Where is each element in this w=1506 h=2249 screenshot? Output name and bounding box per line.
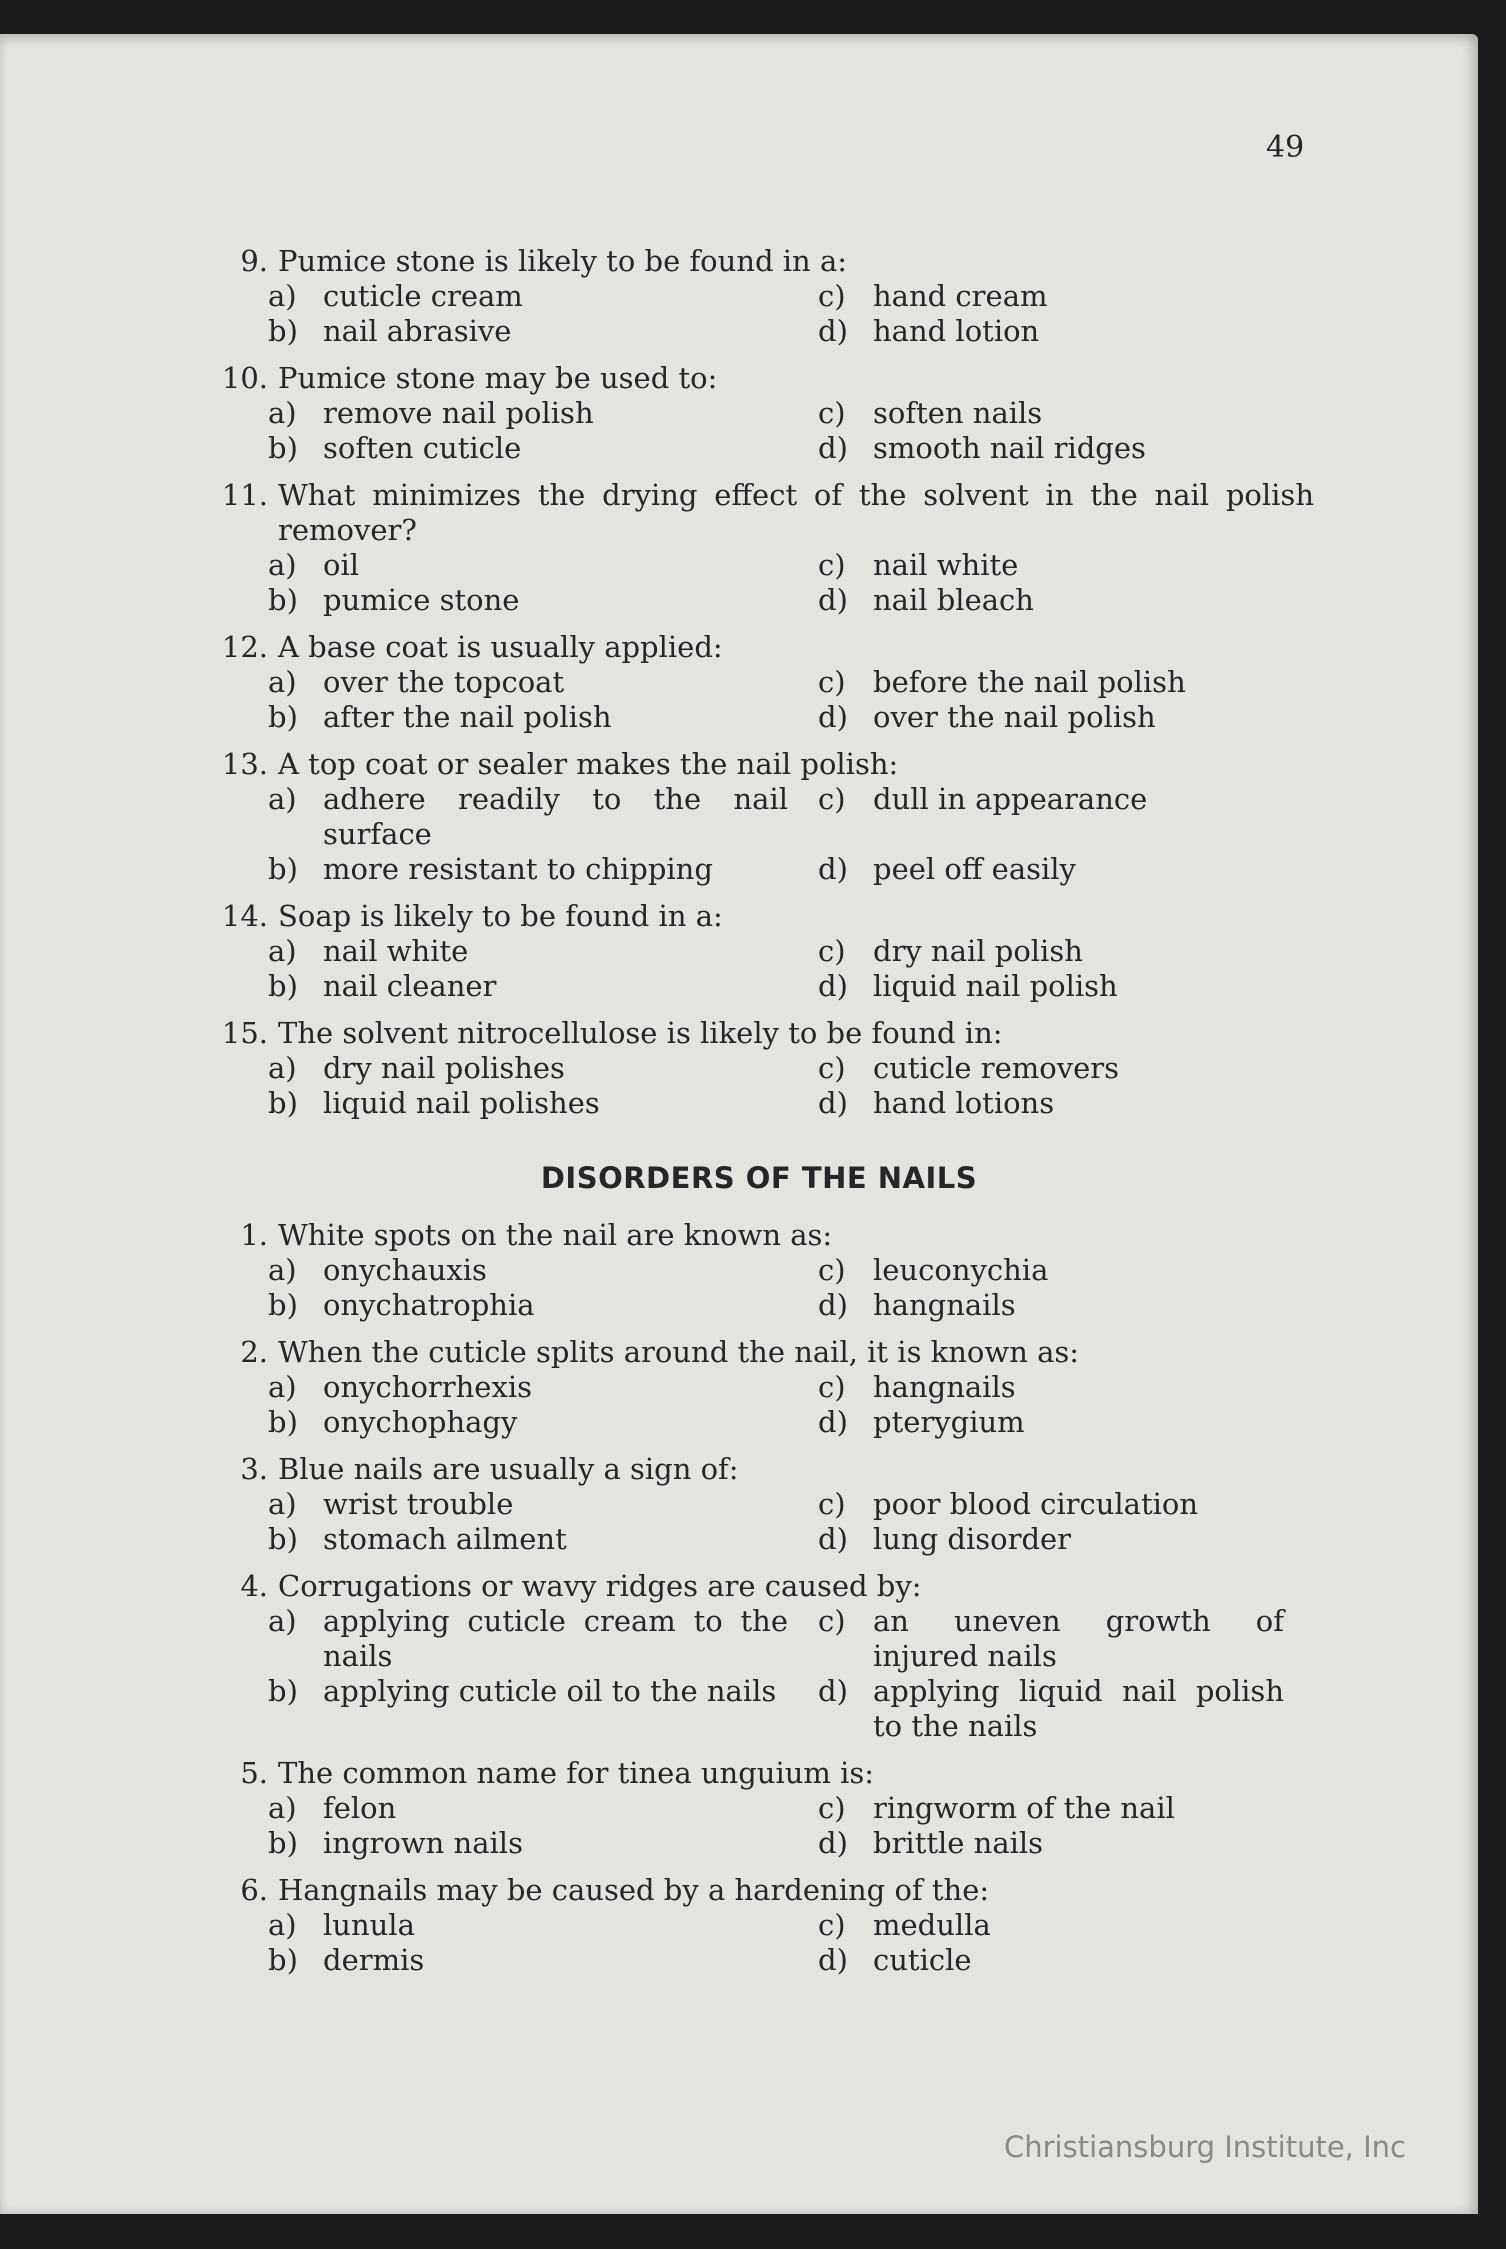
question-number: 4.	[240, 1569, 268, 1603]
option-letter: a)	[268, 279, 297, 313]
option-letter: c)	[818, 396, 846, 430]
option-text: smooth nail ridges	[873, 431, 1146, 465]
answer-option	[268, 431, 818, 466]
option-text: over the topcoat	[323, 665, 565, 699]
answer-option	[818, 1522, 1314, 1557]
option-text: hand lotion	[873, 314, 1040, 348]
question-text: White spots on the nail are known as:	[278, 1218, 833, 1252]
answer-option	[268, 1086, 818, 1121]
question-number: 3.	[240, 1452, 268, 1486]
answer-option	[268, 396, 818, 431]
question-number: 13.	[221, 747, 268, 781]
option-letter: b)	[268, 1674, 298, 1708]
answer-options	[204, 548, 1314, 618]
option-letter: d)	[818, 1405, 848, 1439]
question	[204, 1218, 1314, 1323]
answer-option	[818, 782, 1314, 852]
answer-options	[204, 1908, 1314, 1978]
answer-option	[818, 1943, 1314, 1978]
option-letter: a)	[268, 782, 297, 816]
option-letter: d)	[818, 700, 848, 734]
answer-option	[818, 583, 1314, 618]
option-letter: b)	[268, 1086, 298, 1120]
option-letter: b)	[268, 969, 298, 1003]
question-text: Pumice stone is likely to be found in a:	[278, 244, 848, 278]
option-text: pterygium	[873, 1405, 1025, 1439]
option-letter: c)	[818, 548, 846, 582]
answer-options	[204, 279, 1314, 349]
question-number: 2.	[240, 1335, 268, 1369]
question-text: What minimizes the drying effect of the solvent in the nail polish remover?	[278, 478, 1314, 547]
option-letter: b)	[268, 583, 298, 617]
option-text: lunula	[323, 1908, 415, 1942]
answer-option	[268, 700, 818, 735]
question-text: The common name for tinea unguium is:	[278, 1756, 875, 1790]
question-number: 14.	[221, 899, 268, 933]
option-letter: d)	[818, 583, 848, 617]
option-letter: d)	[818, 1826, 848, 1860]
answer-options	[204, 1051, 1314, 1121]
question	[204, 747, 1314, 887]
option-letter: b)	[268, 852, 298, 886]
answer-option	[818, 1051, 1314, 1086]
option-letter: c)	[818, 1051, 846, 1085]
answer-option	[268, 1288, 818, 1323]
answer-option	[268, 852, 818, 887]
question	[204, 1452, 1314, 1557]
option-text: applying cuticle oil to the nails	[323, 1674, 777, 1708]
option-letter: a)	[268, 1051, 297, 1085]
question-number: 6.	[240, 1873, 268, 1907]
option-text: hangnails	[873, 1288, 1016, 1322]
question-number: 5.	[240, 1756, 268, 1790]
option-letter: a)	[268, 934, 297, 968]
question-text: Corrugations or wavy ridges are caused by:	[278, 1569, 922, 1603]
question	[204, 361, 1314, 466]
option-text: pumice stone	[323, 583, 520, 617]
question	[204, 1569, 1314, 1744]
option-text: an uneven growth of injured nails	[873, 1604, 1284, 1673]
option-letter: c)	[818, 1370, 846, 1404]
section-heading: DISORDERS OF THE NAILS	[540, 1161, 978, 1195]
option-letter: b)	[268, 1826, 298, 1860]
option-letter: d)	[818, 969, 848, 1003]
option-letter: d)	[818, 1086, 848, 1120]
option-letter: c)	[818, 1604, 846, 1638]
answer-option	[818, 1674, 1314, 1744]
option-text: liquid nail polishes	[323, 1086, 600, 1120]
answer-option	[818, 1604, 1314, 1674]
option-text: soften cuticle	[323, 431, 522, 465]
option-text: onychatrophia	[323, 1288, 535, 1322]
option-letter: b)	[268, 1522, 298, 1556]
option-text: cuticle	[873, 1943, 972, 1977]
option-text: over the nail polish	[873, 700, 1156, 734]
option-letter: d)	[818, 1674, 848, 1708]
answer-option	[268, 782, 818, 852]
option-letter: a)	[268, 665, 297, 699]
option-text: dry nail polish	[873, 934, 1083, 968]
option-text: applying liquid nail polish to the nails	[873, 1674, 1284, 1743]
option-text: nail cleaner	[323, 969, 497, 1003]
answer-options	[204, 1791, 1314, 1861]
answer-option	[818, 1826, 1314, 1861]
option-letter: b)	[268, 700, 298, 734]
option-letter: a)	[268, 1253, 297, 1287]
answer-option	[818, 548, 1314, 583]
option-text: after the nail polish	[323, 700, 612, 734]
option-letter: d)	[818, 314, 848, 348]
option-text: peel off easily	[873, 852, 1076, 886]
answer-option	[818, 1791, 1314, 1826]
answer-option	[268, 1522, 818, 1557]
option-text: nail white	[873, 548, 1019, 582]
answer-option	[818, 431, 1314, 466]
answer-options	[204, 1253, 1314, 1323]
answer-options	[204, 1487, 1314, 1557]
option-letter: a)	[268, 1791, 297, 1825]
question-text: Pumice stone may be used to:	[278, 361, 718, 395]
question	[204, 1873, 1314, 1978]
answer-option	[268, 1604, 818, 1674]
option-letter: d)	[818, 1522, 848, 1556]
option-letter: b)	[268, 314, 298, 348]
option-text: felon	[323, 1791, 397, 1825]
answer-option	[818, 1370, 1314, 1405]
option-text: nail abrasive	[323, 314, 512, 348]
option-letter: c)	[818, 782, 846, 816]
option-text: dermis	[323, 1943, 425, 1977]
question-text: Soap is likely to be found in a:	[278, 899, 723, 933]
option-text: hangnails	[873, 1370, 1016, 1404]
question	[204, 899, 1314, 1004]
answer-option	[268, 1791, 818, 1826]
option-text: before the nail polish	[873, 665, 1186, 699]
option-text: lung disorder	[873, 1522, 1072, 1556]
answer-option	[268, 1826, 818, 1861]
answer-option	[818, 934, 1314, 969]
question	[204, 1335, 1314, 1440]
option-text: wrist trouble	[323, 1487, 514, 1521]
option-letter: d)	[818, 1288, 848, 1322]
page-content	[204, 244, 1314, 1990]
option-letter: c)	[818, 1791, 846, 1825]
answer-option	[818, 396, 1314, 431]
answer-option	[268, 314, 818, 349]
answer-option	[818, 852, 1314, 887]
answer-option	[268, 548, 818, 583]
option-text: soften nails	[873, 396, 1043, 430]
option-text: cuticle cream	[323, 279, 523, 313]
option-text: stomach ailment	[323, 1522, 567, 1556]
option-text: leuconychia	[873, 1253, 1049, 1287]
option-text: liquid nail polish	[873, 969, 1118, 1003]
question-text: Blue nails are usually a sign of:	[278, 1452, 739, 1486]
option-text: onychorrhexis	[323, 1370, 532, 1404]
answer-option	[268, 1487, 818, 1522]
answer-option	[818, 1086, 1314, 1121]
question-text: A top coat or sealer makes the nail polish:	[278, 747, 899, 781]
option-letter: b)	[268, 1288, 298, 1322]
answer-option	[268, 1370, 818, 1405]
option-text: brittle nails	[873, 1826, 1044, 1860]
answer-option	[268, 1253, 818, 1288]
option-text: applying cuticle cream to the nails	[323, 1604, 788, 1673]
option-text: cuticle removers	[873, 1051, 1120, 1085]
option-letter: d)	[818, 852, 848, 886]
option-letter: b)	[268, 1943, 298, 1977]
option-letter: a)	[268, 1487, 297, 1521]
answer-option	[818, 1908, 1314, 1943]
option-letter: c)	[818, 665, 846, 699]
answer-option	[818, 1405, 1314, 1440]
answer-options	[204, 782, 1314, 887]
question-number: 12.	[221, 630, 268, 664]
question	[204, 1016, 1314, 1121]
question	[204, 1756, 1314, 1861]
answer-option	[268, 1405, 818, 1440]
option-letter: a)	[268, 1908, 297, 1942]
option-text: hand lotions	[873, 1086, 1055, 1120]
option-letter: c)	[818, 934, 846, 968]
question-number: 9.	[240, 244, 268, 278]
option-text: dull in appearance	[873, 782, 1148, 816]
option-text: dry nail polishes	[323, 1051, 565, 1085]
question-number: 1.	[240, 1218, 268, 1252]
question-number: 15.	[221, 1016, 268, 1050]
question-text: The solvent nitrocellulose is likely to be found in:	[278, 1016, 1003, 1050]
page-number: 49	[1266, 130, 1305, 165]
watermark: Christiansburg Institute, Inc	[1004, 2130, 1406, 2164]
option-letter: b)	[268, 1405, 298, 1439]
option-text: more resistant to chipping	[323, 852, 713, 886]
option-text: onychauxis	[323, 1253, 487, 1287]
option-text: hand cream	[873, 279, 1048, 313]
option-letter: a)	[268, 1604, 297, 1638]
answer-option	[818, 1288, 1314, 1323]
option-letter: c)	[818, 1908, 846, 1942]
answer-option	[818, 1253, 1314, 1288]
option-letter: b)	[268, 431, 298, 465]
answer-option	[818, 665, 1314, 700]
answer-option	[268, 1674, 818, 1744]
option-text: adhere readily to the nail surface	[323, 782, 788, 851]
answer-option	[818, 314, 1314, 349]
option-text: medulla	[873, 1908, 991, 1942]
option-text: ringworm of the nail	[873, 1791, 1175, 1825]
question-number: 10.	[221, 361, 268, 395]
option-letter: a)	[268, 548, 297, 582]
question-list	[204, 244, 1314, 1121]
answer-option	[818, 1487, 1314, 1522]
answer-option	[268, 1908, 818, 1943]
answer-option	[268, 665, 818, 700]
answer-options	[204, 934, 1314, 1004]
answer-option	[818, 969, 1314, 1004]
question	[204, 244, 1314, 349]
option-text: ingrown nails	[323, 1826, 523, 1860]
answer-option	[268, 279, 818, 314]
answer-option	[268, 969, 818, 1004]
question-text: Hangnails may be caused by a hardening of the:	[278, 1873, 990, 1907]
answer-options	[204, 665, 1314, 735]
answer-options	[204, 396, 1314, 466]
question	[204, 478, 1314, 618]
option-letter: c)	[818, 1487, 846, 1521]
option-text: nail bleach	[873, 583, 1034, 617]
option-text: remove nail polish	[323, 396, 594, 430]
option-letter: a)	[268, 396, 297, 430]
book-page	[0, 34, 1478, 2214]
answer-option	[268, 1943, 818, 1978]
question-text: A base coat is usually applied:	[278, 630, 723, 664]
answer-options	[204, 1370, 1314, 1440]
option-letter: c)	[818, 1253, 846, 1287]
question-number: 11.	[221, 478, 268, 512]
question-text: When the cuticle splits around the nail, it is known as:	[278, 1335, 1080, 1369]
answer-option	[818, 279, 1314, 314]
option-letter: d)	[818, 431, 848, 465]
option-letter: c)	[818, 279, 846, 313]
question-list	[204, 1218, 1314, 1978]
answer-option	[818, 700, 1314, 735]
question	[204, 630, 1314, 735]
option-text: oil	[323, 548, 360, 582]
option-text: poor blood circulation	[873, 1487, 1199, 1521]
answer-options	[204, 1604, 1314, 1744]
option-text: onychophagy	[323, 1405, 518, 1439]
option-letter: d)	[818, 1943, 848, 1977]
option-text: nail white	[323, 934, 469, 968]
answer-option	[268, 1051, 818, 1086]
answer-option	[268, 934, 818, 969]
option-letter: a)	[268, 1370, 297, 1404]
answer-option	[268, 583, 818, 618]
